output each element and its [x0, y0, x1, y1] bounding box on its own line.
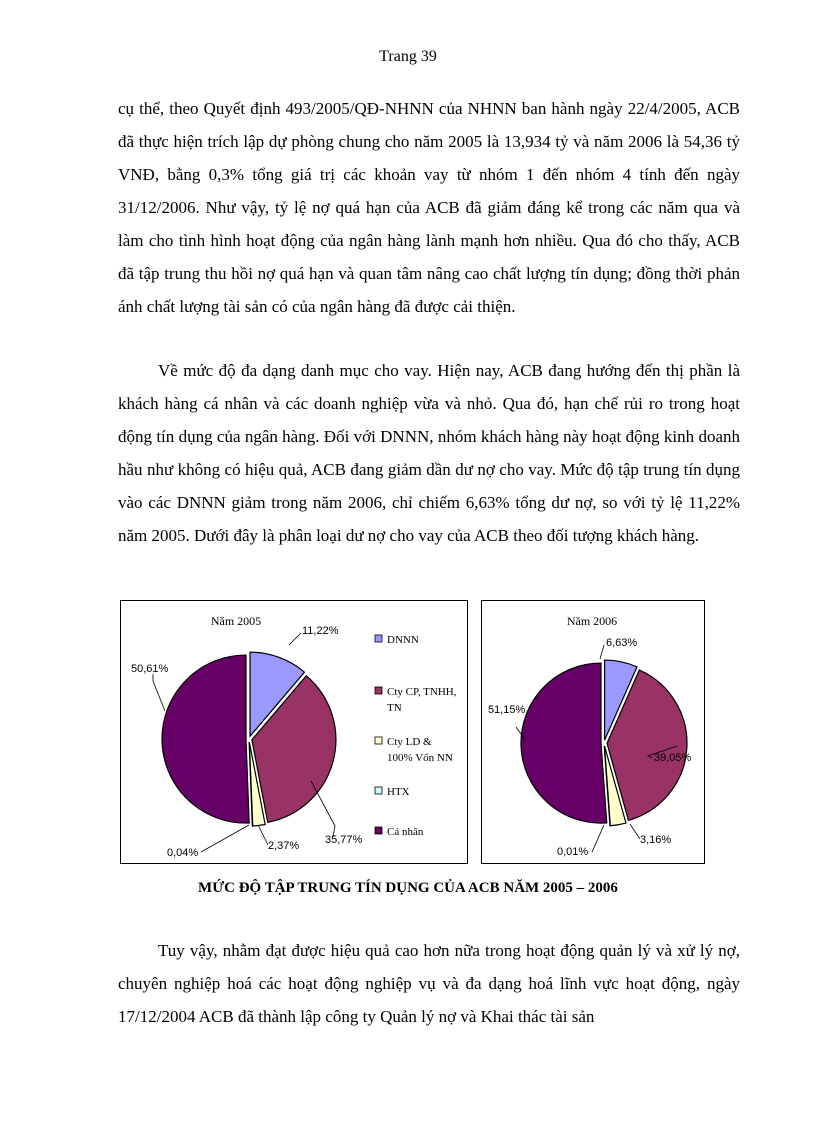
paragraph-2: Về mức độ đa dạng danh mục cho vay. Hiện nay, ACB đang hướng đến thị phần là khách hàng cá nhân và các doanh nghiệp vừa và nhỏ. Qua đó, hạn chế rủi ro trong hoạt động tín dụng của ngân hàng. Đối với DNNN, nhóm khách hàng này hoạt động kinh doanh hầu như không có hiệu quả, ACB đang giảm dần dư nợ cho vay. Mức độ tập trung tín dụng vào các DNNN giảm trong năm 2006, chỉ chiếm 6,63% tổng dư nợ, so với tỷ lệ 11,22% năm 2005. Dưới đây là phân loại dư nợ cho vay của ACB theo đối tượng khách hàng. [118, 361, 740, 545]
pie-chart-2005-svg [121, 601, 467, 863]
pie-chart-2006 [481, 600, 705, 864]
paragraph-3: Tuy vậy, nhằm đạt được hiệu quả cao hơn nữa trong hoạt động quản lý và xử lý nợ, chuyên nghiệp hoá các hoạt động nghiệp vụ và đa dạng hoá lĩnh vực hoạt động, ngày 17/12/2004 ACB đã thành lập công ty Quản lý nợ và Khai thác tài sản [118, 941, 740, 1026]
legend-swatch [375, 635, 382, 642]
legend-label: DNNN [387, 634, 419, 646]
legend-label: HTX [387, 786, 410, 798]
paragraph-1: cụ thể, theo Quyết định 493/2005/QĐ-NHNN của NHNN ban hành ngày 22/4/2005, ACB đã thực hiện trích lập dự phòng chung cho năm 2005 là 13,934 tỷ và năm 2006 là 54,36 tỷ VNĐ, bằng 0,3% tổng giá trị các khoản vay từ nhóm 1 đến nhóm 4 tính đến ngày 31/12/2006. Như vậy, tỷ lệ nợ quá hạn của ACB đã giảm đáng kể trong các năm qua và làm cho tình hình hoạt động của ngân hàng lành mạnh hơn nhiều. Qua đó cho thấy, ACB đã tập trung thu hồi nợ quá hạn và quan tâm nâng cao chất lượng tín dụng; đồng thời phản ánh chất lượng tài sản có của ngân hàng đã được cải thiện. [118, 99, 740, 316]
data-label: 0,04% [167, 847, 199, 859]
legend-label: Cty LD & [387, 736, 432, 748]
legend-label: Cty CP, TNHH, [387, 686, 457, 698]
pie-slice-5 [521, 663, 607, 823]
data-label: 11,22% [302, 625, 339, 637]
legend-swatch [375, 687, 382, 694]
pie-slice-5 [162, 655, 249, 823]
data-label: 0,01% [557, 846, 589, 858]
legend-label: Cá nhân [387, 826, 424, 838]
data-label: 35,77% [325, 834, 363, 846]
leader-line [289, 633, 301, 645]
leader-line [600, 645, 604, 659]
pie-chart-2006-svg [482, 601, 704, 863]
data-label: 51,15% [488, 704, 526, 716]
legend-label: TN [387, 702, 402, 714]
leader-line [630, 824, 640, 839]
legend-label: 100% Vốn NN [387, 752, 453, 764]
legend-swatch [375, 827, 382, 834]
data-label: 2,37% [268, 840, 300, 852]
page-number: Trang 39 [379, 48, 437, 65]
legend-swatch [375, 737, 382, 744]
leader-line [153, 674, 165, 711]
chart-caption: MỨC ĐỘ TẬP TRUNG TÍN DỤNG CỦA ACB NĂM 2005 – 2006 [198, 880, 618, 896]
pie-chart-2005 [120, 600, 468, 864]
leader-line [201, 825, 249, 852]
legend-swatch [375, 787, 382, 794]
chart-title: Năm 2006 [566, 614, 618, 628]
leader-line [258, 825, 268, 845]
chart-title: Năm 2005 [210, 614, 262, 628]
data-label: 50,61% [131, 663, 169, 675]
data-label: 39,05% [654, 752, 692, 764]
data-label: 3,16% [640, 834, 672, 846]
leader-line [592, 825, 604, 852]
data-label: 6,63% [606, 637, 638, 649]
